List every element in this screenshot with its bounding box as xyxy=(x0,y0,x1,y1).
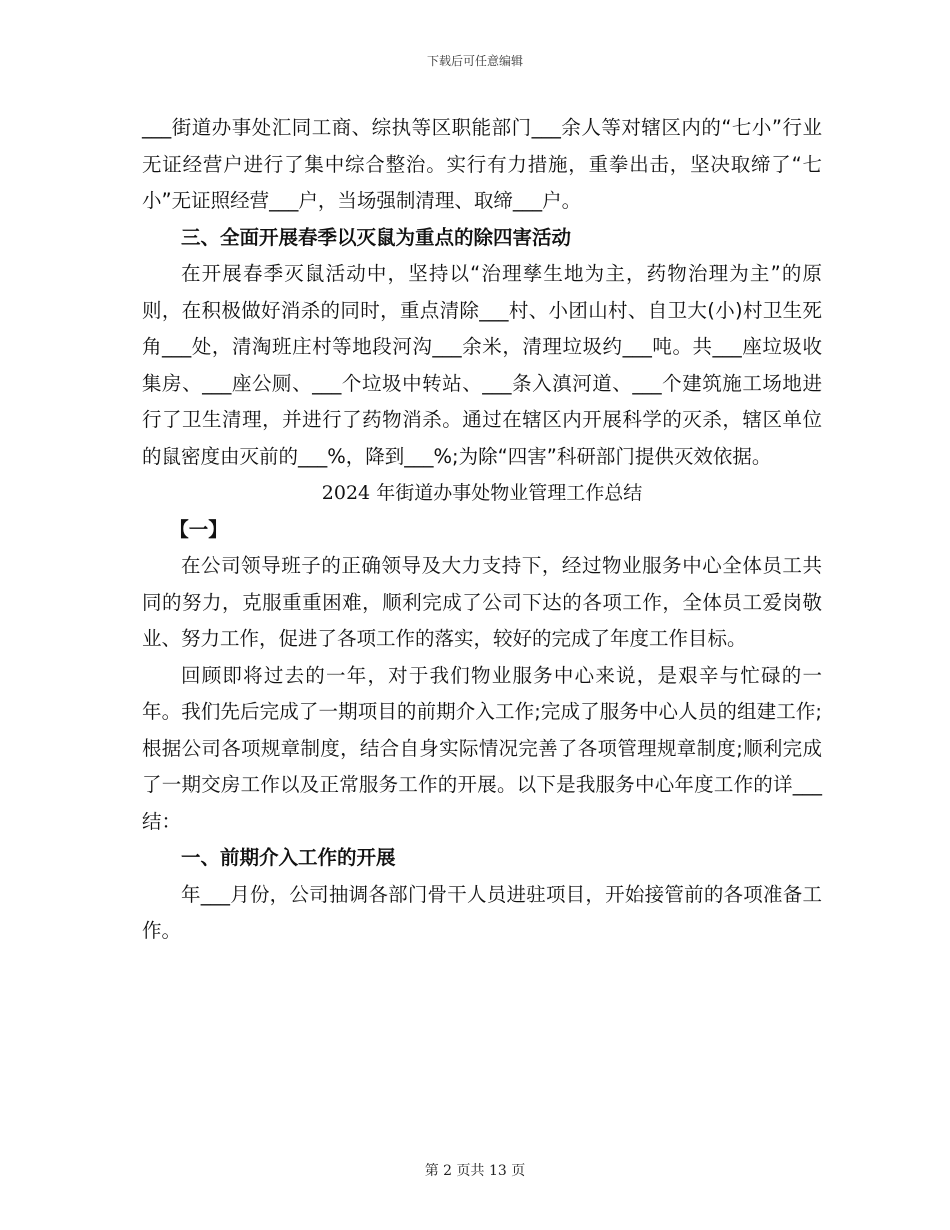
paragraph-preliminary: 年___月份，公司抽调各部门骨干人员进驻项目，开始接管前的各项准备工作。 xyxy=(142,882,822,942)
page-header: 下载后可任意编辑 xyxy=(426,54,523,68)
page-footer: 第 2 页共 13 页 xyxy=(424,1163,526,1179)
paragraph-intro: 在公司领导班子的正确领导及大力支持下，经过物业服务中心全体员工共同的努力，克服重重困难，顺利完成了公司下达的各项工作，全体员工爱岗敬业、努力工作，促进了各项工作的落实，较好的完成了年度工作目标。 xyxy=(142,554,822,650)
paragraph-review: 回顾即将过去的一年，对于我们物业服务中心来说，是艰辛与忙碌的一年。我们先后完成了一期项目的前期介入工作;完成了服务中心人员的组建工作;根据公司各项规章制度，结合自身实际情况完善了各项管理规章制度;顺利完成了一期交房工作以及正常服务工作的开展。以下是我服务中心年度工作的详___结： xyxy=(142,663,822,833)
section-heading-rodent-control: 三、全面开展春季以灭鼠为重点的除四害活动 xyxy=(181,225,572,249)
section-heading-preliminary: 一、前期介入工作的开展 xyxy=(181,846,396,869)
part-marker: 【一】 xyxy=(169,517,228,541)
document-title: 2024 年街道办事处物业管理工作总结 xyxy=(321,482,643,504)
document-body xyxy=(142,110,822,950)
paragraph-rodent-control: 在开展春季灭鼠活动中，坚持以“治理孳生地为主，药物治理为主”的原则，在积极做好消杀的同时，重点清除___村、小团山村、自卫大(小)村卫生死角___处，清淘班庄村等地段河沟___余米，清理垃圾约___吨。共___座垃圾收集房、___座公厕、___个垃圾中转站、___条入滇河道、___个建筑施工场地进行了卫生清理，并进行了药物消杀。通过在辖区内开展科学的灭杀，辖区单位的鼠密度由灭前的___%，降到___%;为除“四害”科研部门提供灭效依据。 xyxy=(142,262,822,468)
paragraph-rectification: ___街道办事处汇同工商、综执等区职能部门___余人等对辖区内的“七小”行业无证经营户进行了集中综合整治。实行有力措施，重拳出击，坚决取缔了“七小”无证照经营___户，当场强制清理、取缔___户。 xyxy=(142,116,822,212)
